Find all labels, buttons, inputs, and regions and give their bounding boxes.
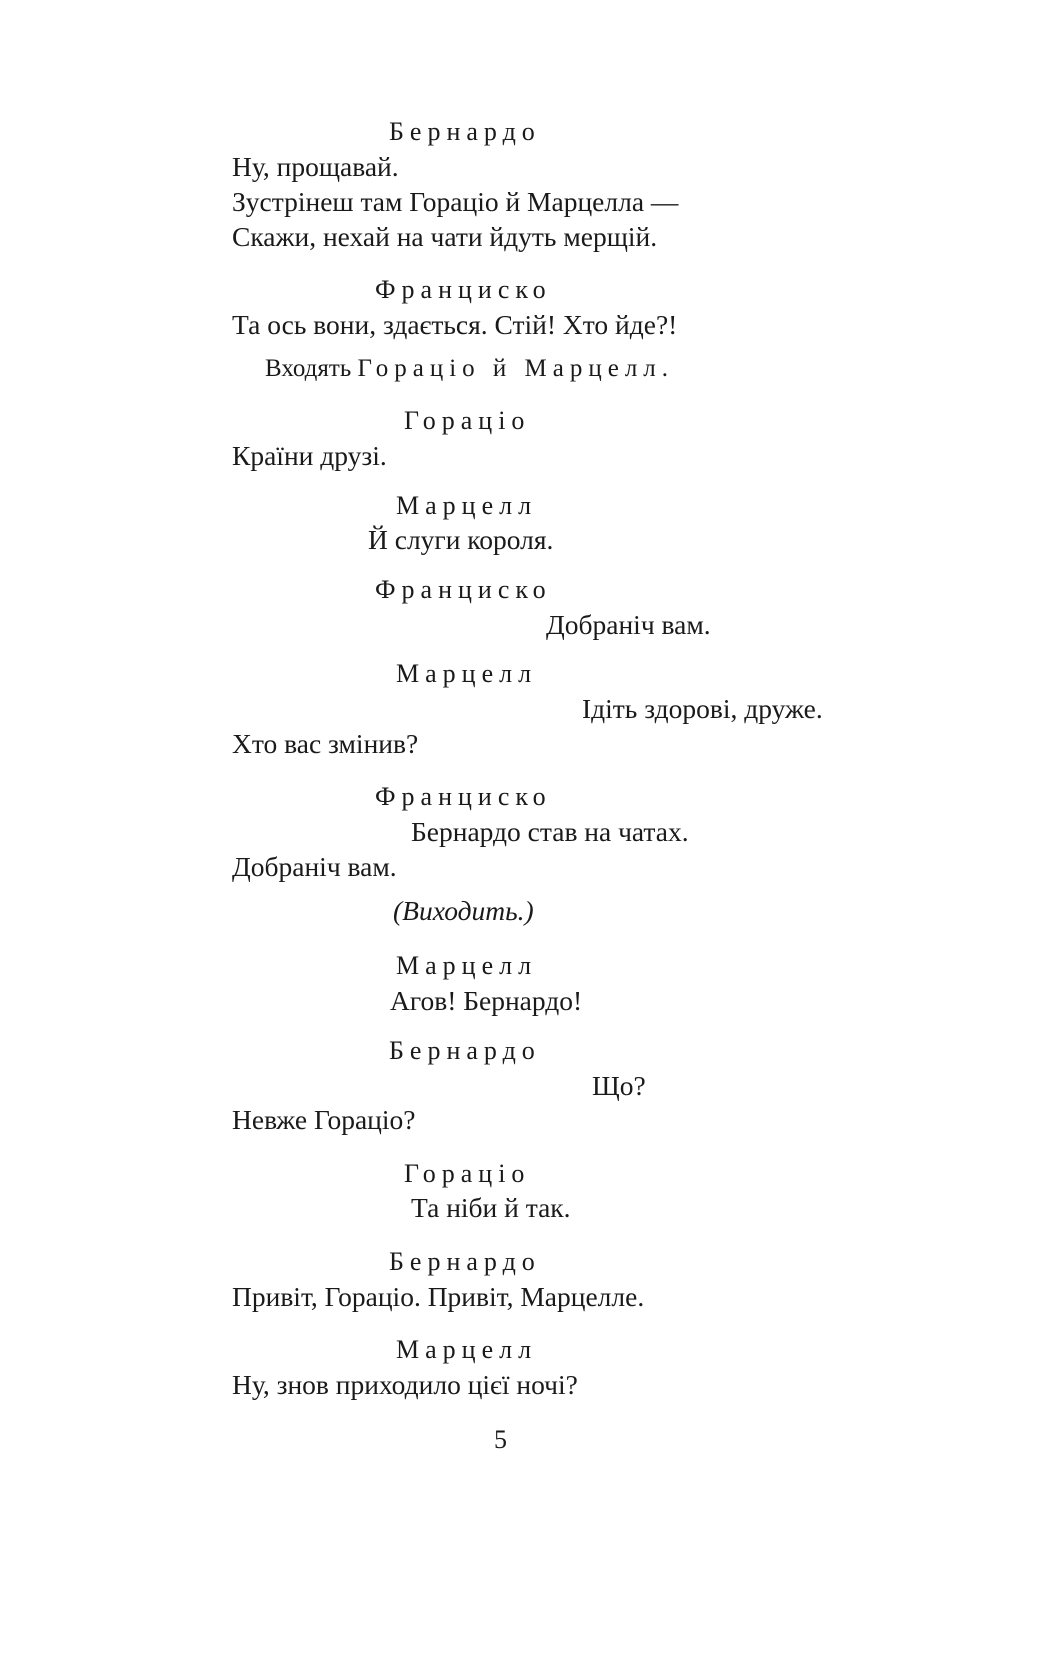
verse-line: Добраніч вам. — [232, 851, 397, 882]
stage-direction — [265, 352, 668, 386]
verse-line: Бернардо став на чатах. — [411, 816, 689, 847]
stage-direction-suffix: . — [661, 355, 669, 382]
verse-line: Ідіть здорові, друже. — [582, 693, 823, 724]
stage-direction-prefix: Входять — [265, 355, 358, 382]
speaker-name: Бернардо — [389, 1036, 541, 1065]
speaker-name: Бернардо — [389, 117, 541, 146]
stage-direction-exit: (Виходить.) — [393, 895, 534, 926]
stage-direction-names: Гораціо й Марцелл — [357, 355, 662, 382]
verse-line: Та ось вони, здається. Стій! Хто йде?! — [232, 309, 678, 340]
speaker-name: Марцелл — [396, 659, 538, 688]
speaker-name: Гораціо — [404, 406, 531, 435]
verse-line: Що? — [592, 1070, 646, 1101]
verse-line: Країни друзі. — [232, 440, 387, 471]
speaker-name: Марцелл — [396, 491, 538, 520]
speaker-name: Франциско — [375, 575, 552, 604]
verse-line: Й слуги короля. — [368, 524, 554, 555]
verse-line: Добраніч вам. — [546, 609, 711, 640]
verse-line: Агов! Бернардо! — [390, 985, 583, 1016]
verse-line: Зустрінеш там Горацio й Марцелла — — [232, 186, 679, 217]
speaker-name: Гораціо — [404, 1159, 531, 1188]
verse-line: Невже Гораціо? — [232, 1104, 416, 1135]
speaker-name: Франциско — [375, 275, 552, 304]
verse-line: Скажи, нехай на чати йдуть мерщій. — [232, 221, 658, 252]
speaker-name: Бернардо — [389, 1247, 541, 1276]
speaker-name: Франциско — [375, 782, 552, 811]
verse-line: Хто вас змінив? — [232, 728, 419, 759]
verse-line: Ну, прощавай. — [232, 151, 399, 182]
verse-line: Привіт, Гораціо. Привіт, Марцелле. — [232, 1281, 645, 1312]
speaker-name: Марцелл — [396, 1335, 538, 1364]
verse-line: Ну, знов приходило цієї ночі? — [232, 1369, 578, 1400]
speaker-name: Марцелл — [396, 951, 538, 980]
verse-line: Та ніби й так. — [411, 1192, 571, 1223]
page-number: 5 — [494, 1425, 507, 1454]
